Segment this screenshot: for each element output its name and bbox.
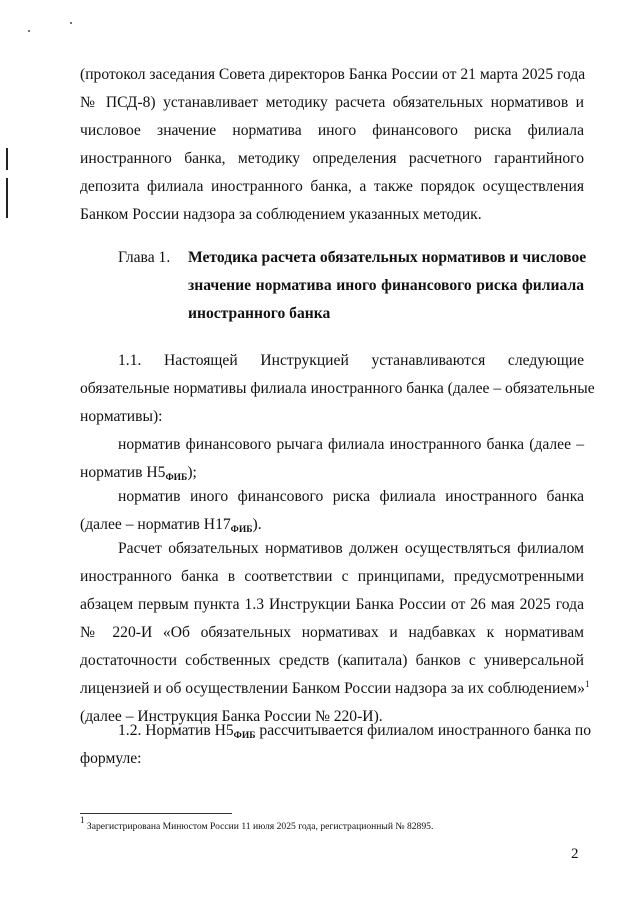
- footnote: [80, 815, 434, 833]
- calc-paragraph: [80, 535, 590, 731]
- text-line: формуле:: [80, 750, 142, 767]
- text-line: иностранного банка в соответствии с принципами, предусмотренными: [80, 568, 584, 585]
- text-line: № ПСД-8) устанавливает методику расчета обязательных нормативов и: [80, 94, 584, 111]
- text-line: абзацем первым пункта 1.3 Инструкции Банка России от 26 мая 2025 года: [80, 596, 584, 613]
- text-fragment: 1.2. Норматив Н5: [118, 722, 234, 739]
- chapter-label: Глава 1.: [118, 249, 171, 266]
- text-line: [80, 717, 592, 745]
- text-line: Расчет обязательных нормативов должен осуществляться филиалом: [118, 540, 584, 557]
- chapter-title-line: значение норматива иного финансового риска филиала: [188, 277, 584, 294]
- text-line: нормативы):: [80, 408, 163, 425]
- intro-paragraph: [80, 61, 584, 229]
- word: Настоящей: [164, 352, 238, 369]
- text-line: числовое значение норматива иного финансового риска филиала: [80, 122, 584, 139]
- scan-margin-mark: [6, 178, 8, 218]
- subscript: ФИБ: [165, 473, 188, 483]
- footnote-text: Зарегистрирована Минюстом России 11 июля 2025 года, регистрационный № 82895.: [84, 821, 434, 832]
- text-line: норматив иного финансового риска филиала иностранного банка: [118, 488, 584, 505]
- footnote-mark: 1: [80, 815, 85, 825]
- text-line: депозита филиала иностранного банка, а также порядок осуществления: [80, 178, 584, 195]
- text-fragment: лицензией и об осуществлении Банком России надзора за их соблюдением»: [80, 680, 585, 697]
- text-fragment: (далее – норматив Н17: [80, 516, 231, 533]
- footnote-ref: 1: [584, 679, 590, 689]
- subscript: ФИБ: [230, 525, 253, 535]
- text-line: Банком России надзора за соблюдением указанных методик.: [80, 206, 482, 223]
- chapter-title-line: Методика расчета обязательных нормативов и числовое: [188, 249, 587, 266]
- chapter-title-line: иностранного банка: [188, 305, 331, 322]
- text-line: [80, 675, 590, 703]
- paragraph-1-1: [80, 347, 595, 431]
- text-line: норматив финансового рычага филиала иностранного банка (далее –: [118, 436, 584, 453]
- scan-speck: [70, 22, 72, 24]
- text-line: обязательные нормативы филиала иностранного банка (далее – обязательные: [80, 380, 595, 397]
- item-number: 1.1.: [118, 352, 142, 369]
- item-n5: [80, 431, 584, 487]
- text-fragment: );: [187, 464, 197, 481]
- word: следующие: [507, 352, 584, 369]
- text-line: (протокол заседания Совета директоров Банка России от 21 марта 2025 года: [80, 66, 586, 83]
- scan-margin-mark: [6, 148, 8, 170]
- word: Инструкцией: [260, 352, 349, 369]
- paragraph-1-2: [80, 717, 592, 773]
- text-line: № 220-И «Об обязательных нормативах и надбавках к нормативам: [80, 624, 584, 641]
- footnote-separator: [80, 813, 232, 814]
- subscript: ФИБ: [233, 731, 256, 741]
- page-number: 2: [571, 846, 579, 862]
- text-line: (далее – Инструкция Банка России № 220-И).: [80, 708, 383, 725]
- text-line: иностранного банка, методику определения расчетного гарантийного: [80, 150, 584, 167]
- text-line: достаточности собственных средств (капитала) банков с универсальной: [80, 652, 584, 669]
- text-fragment: ).: [252, 516, 262, 533]
- text-fragment: рассчитывается филиалом иностранного банка по: [255, 722, 592, 739]
- chapter-title: [188, 244, 587, 328]
- text-line: [80, 347, 584, 375]
- scan-speck: [28, 30, 30, 32]
- text-fragment: норматив Н5: [80, 464, 166, 481]
- item-n17: [80, 483, 584, 539]
- word: устанавливаются: [371, 352, 486, 369]
